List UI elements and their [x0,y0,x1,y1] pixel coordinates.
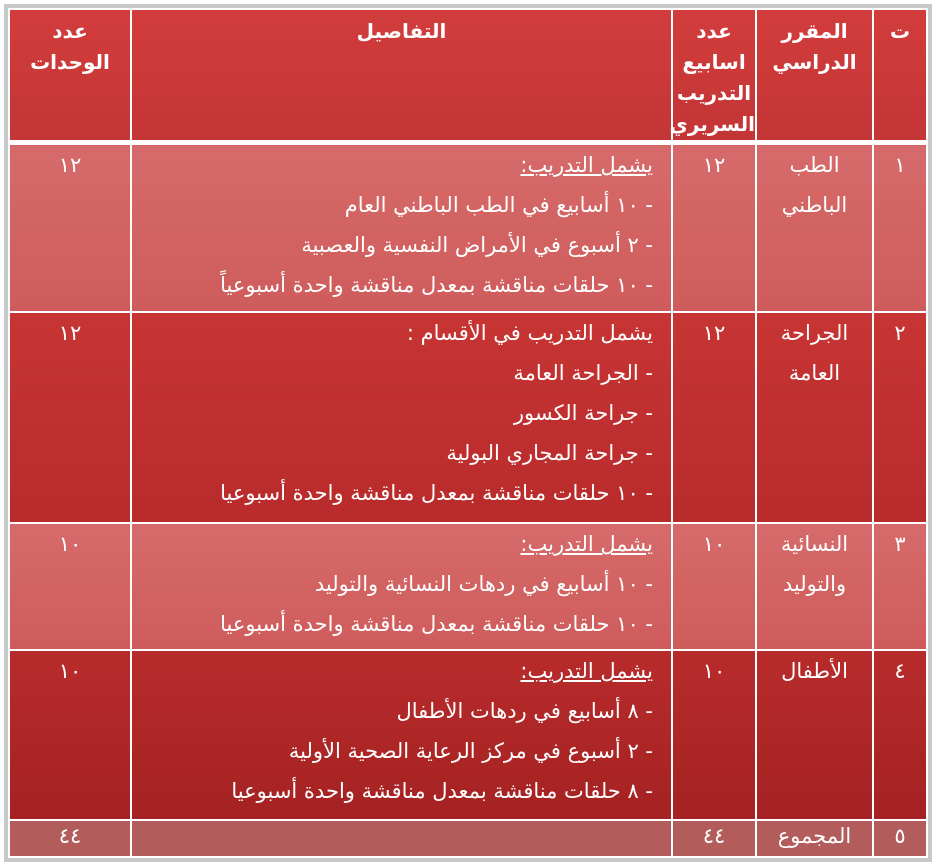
total-details-empty [131,820,672,857]
header-weeks-line: عدد [696,19,732,43]
details-intro: يشمل التدريب: [520,658,653,683]
details-item: - ١٠ حلقات مناقشة بمعدل مناقشة واحدة أسبوعيا [220,480,653,505]
units-count: ١٠ [9,523,131,649]
weeks-count: ١٢ [672,143,756,312]
weeks-count: ١٠ [672,523,756,649]
units-count: ١٢ [9,312,131,523]
course-name [756,143,873,312]
course-name-line: النسائية [780,532,849,557]
header-course-line: الدراسي [772,50,857,74]
course-name-line: الباطني [781,193,848,217]
table-row [9,312,927,523]
header-num-label: ت [889,19,911,43]
details-cell [131,523,672,649]
details-item: - الجراحة العامة [513,360,653,385]
header-weeks-line: التدريب [676,81,752,105]
table-row [9,143,927,312]
details-item: - جراحة المجاري البولية [446,440,653,465]
details-intro: يشمل التدريب: [520,153,653,177]
header-row [9,9,927,143]
details-cell [131,312,672,523]
details-item: - ٨ حلقات مناقشة بمعدل مناقشة واحدة أسبوعيا [231,778,653,803]
total-row [9,820,927,857]
course-name [756,650,873,820]
total-units: ٤٤ [9,820,131,857]
weeks-count: ١٢ [672,312,756,523]
header-course-line: المقرر [781,19,848,43]
training-table [8,8,928,858]
table-frame [4,4,932,862]
details-intro: يشمل التدريب: [520,532,653,557]
row-number: ٢ [873,312,927,523]
details-item: - ٨ أسابيع في ردهات الأطفال [396,698,653,723]
weeks-count: ١٠ [672,650,756,820]
row-number: ١ [873,143,927,312]
course-name-line: والتوليد [782,572,847,597]
header-details-label: التفاصيل [356,19,447,43]
units-count: ١٠ [9,650,131,820]
row-number: ٥ [873,820,927,857]
details-item: - ١٠ أسابيع في ردهات النسائية والتوليد [314,572,653,597]
details-item: - جراحة الكسور [513,400,653,425]
course-name-line: العامة [788,360,841,385]
total-label: المجموع [756,820,873,857]
course-name [756,523,873,649]
course-name-line: الجراحة [780,320,849,345]
header-weeks-line: السريري [669,112,755,136]
course-name-line: الطب [789,153,840,177]
details-item: - ١٠ حلقات مناقشة بمعدل مناقشة واحدة أسبوعياً [220,273,653,297]
details-item: - ٢ أسبوع في مركز الرعاية الصحية الأولية [288,738,653,763]
details-intro: يشمل التدريب في الأقسام : [406,320,653,345]
header-weeks [669,9,756,143]
total-weeks: ٤٤ [672,820,756,857]
table-row [9,523,927,649]
course-name-line: الأطفال [781,658,848,683]
details-item: - ٢ أسبوع في الأمراض النفسية والعصبية [301,233,653,257]
header-course [756,9,873,143]
units-count: ١٢ [9,143,131,312]
header-units-line: الوحدات [30,50,110,74]
header-details [131,9,672,143]
header-num [873,9,927,143]
details-item: - ١٠ حلقات مناقشة بمعدل مناقشة واحدة أسبوعيا [220,612,653,637]
course-name [756,312,873,523]
table-row [9,650,927,820]
details-cell [131,650,672,820]
header-weeks-line: اسابيع [682,50,746,74]
header-units [9,9,131,143]
row-number: ٣ [873,523,927,649]
details-cell [131,143,672,312]
row-number: ٤ [873,650,927,820]
header-units-line: عدد [52,19,88,43]
details-item: - ١٠ أسابيع في الطب الباطني العام [344,193,653,217]
